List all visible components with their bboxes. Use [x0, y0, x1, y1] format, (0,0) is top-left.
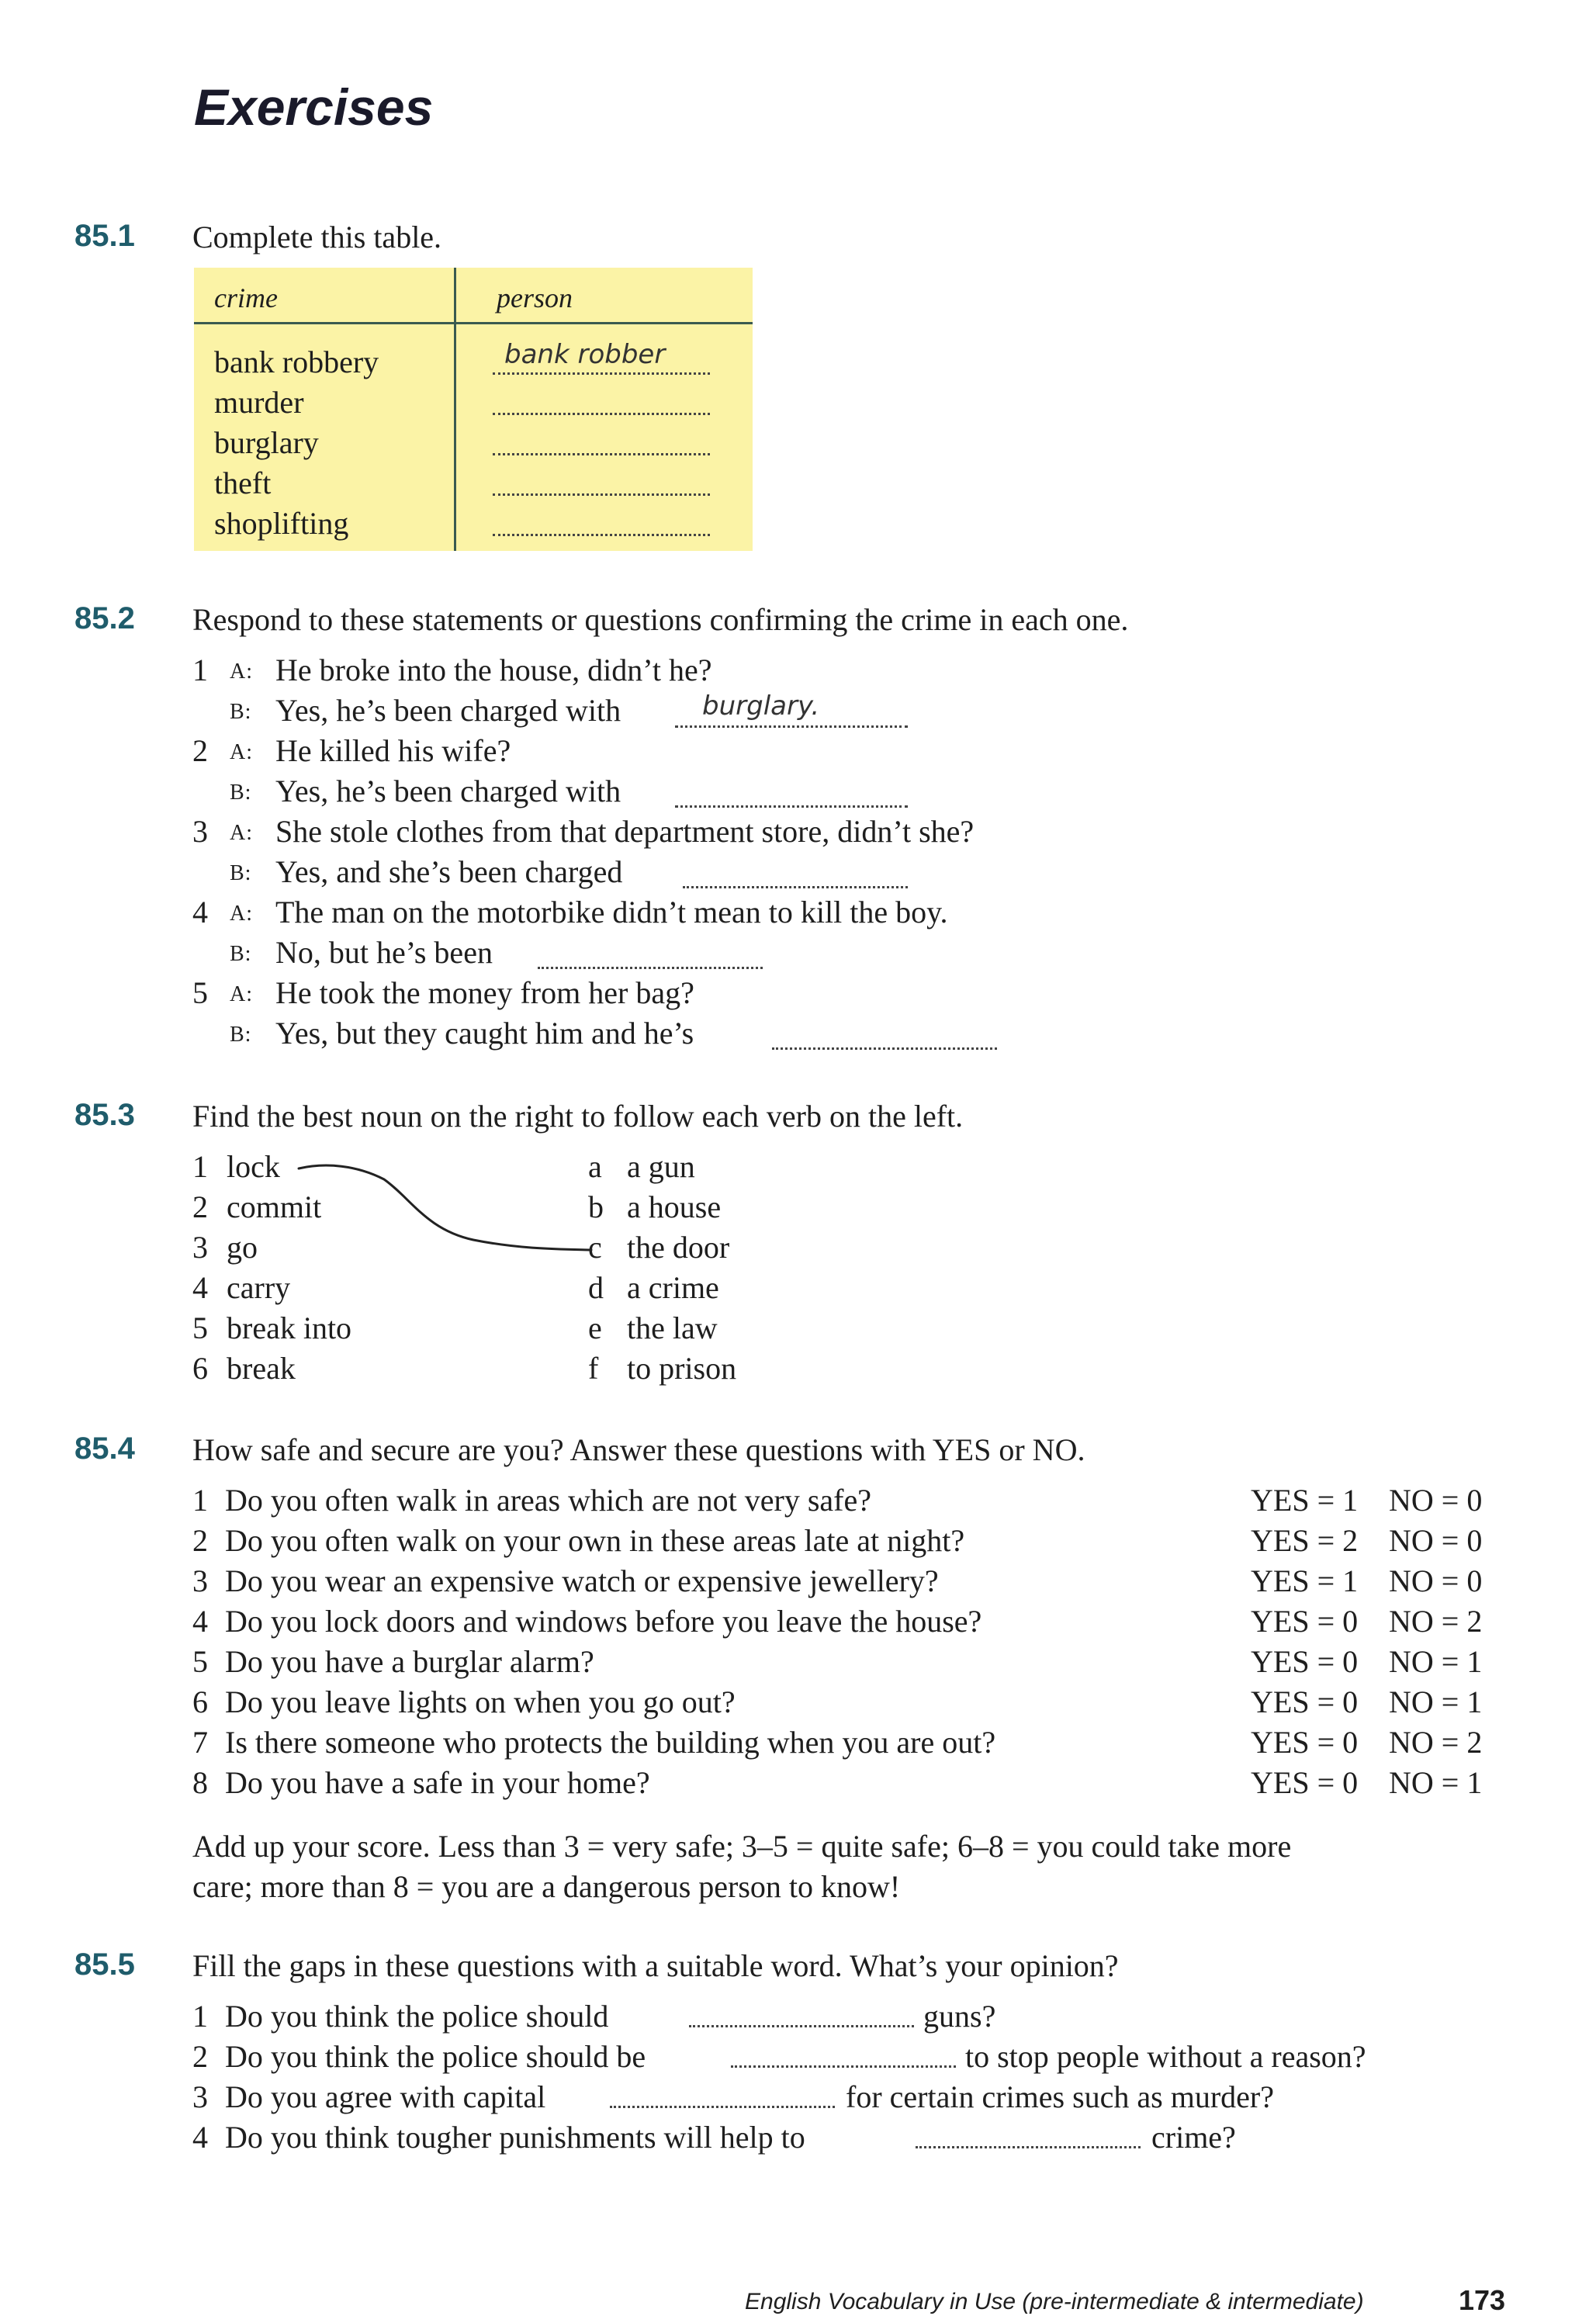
no-score[interactable]: NO = 0	[1389, 1523, 1483, 1558]
quiz-question: Do you lock doors and windows before you leave the house?	[225, 1604, 982, 1639]
item-number: 1	[192, 1483, 208, 1518]
question-text: Do you think tougher punishments will help to	[225, 2120, 805, 2155]
exercise-number: 85.4	[74, 1432, 135, 1466]
table-column-divider	[454, 268, 456, 551]
item-number: 2	[192, 1189, 208, 1224]
question-text: to stop people without a reason?	[965, 2039, 1366, 2074]
item-number: 5	[192, 1310, 208, 1345]
table-header-person: person	[497, 282, 573, 313]
item-number: 3	[192, 814, 208, 849]
speaker-b-label: B:	[230, 861, 252, 885]
yes-score[interactable]: YES = 0	[1251, 1644, 1359, 1679]
answer-gap[interactable]	[538, 967, 763, 969]
score-explanation: care; more than 8 = you are a dangerous person to know!	[192, 1869, 901, 1904]
speaker-a-label: A:	[230, 660, 253, 684]
item-number: 2	[192, 1523, 208, 1558]
speaker-b-line: Yes, and she’s been charged	[275, 854, 623, 889]
answer-gap[interactable]	[610, 2106, 835, 2108]
no-score[interactable]: NO = 0	[1389, 1483, 1483, 1518]
yes-score[interactable]: YES = 1	[1251, 1483, 1359, 1518]
exercise-number: 85.1	[74, 219, 135, 253]
noun-item[interactable]: the door	[627, 1230, 730, 1265]
noun-item[interactable]: a crime	[627, 1270, 719, 1305]
item-number: 4	[192, 895, 208, 930]
book-title-footer: English Vocabulary in Use (pre-intermediate & intermediate)	[745, 2289, 1364, 2314]
exercise-number: 85.2	[74, 601, 135, 635]
speaker-b-label: B:	[230, 781, 252, 805]
no-score[interactable]: NO = 2	[1389, 1604, 1483, 1639]
item-number: 5	[192, 1644, 208, 1679]
item-number: 5	[192, 975, 208, 1010]
verb-item[interactable]: carry	[227, 1270, 291, 1305]
quiz-question: Do you wear an expensive watch or expensive jewellery?	[225, 1563, 939, 1598]
speaker-a-label: A:	[230, 740, 253, 764]
quiz-question: Do you often walk in areas which are not very safe?	[225, 1483, 872, 1518]
option-letter: b	[588, 1189, 604, 1224]
speaker-a-line: He broke into the house, didn’t he?	[275, 653, 712, 687]
item-number: 6	[192, 1351, 208, 1386]
no-score[interactable]: NO = 1	[1389, 1765, 1483, 1800]
question-text: Do you think the police should	[225, 1999, 609, 2034]
speaker-a-label: A:	[230, 982, 253, 1006]
answer-gap[interactable]	[493, 453, 710, 455]
no-score[interactable]: NO = 0	[1389, 1563, 1483, 1598]
no-score[interactable]: NO = 1	[1389, 1684, 1483, 1719]
yes-score[interactable]: YES = 0	[1251, 1604, 1359, 1639]
verb-item[interactable]: commit	[227, 1189, 322, 1224]
answer-gap[interactable]	[772, 1047, 997, 1050]
question-text: for certain crimes such as murder?	[846, 2079, 1274, 2114]
noun-item[interactable]: a house	[627, 1189, 722, 1224]
table-cell-crime: murder	[214, 385, 304, 420]
speaker-a-label: A:	[230, 902, 253, 926]
answer-gap[interactable]	[916, 2146, 1141, 2148]
speaker-b-label: B:	[230, 700, 252, 724]
option-letter: f	[588, 1351, 599, 1386]
speaker-b-line: Yes, he’s been charged with	[275, 774, 621, 808]
item-number: 6	[192, 1684, 208, 1719]
item-number: 4	[192, 2120, 208, 2155]
item-number: 2	[192, 2039, 208, 2074]
noun-item[interactable]: the law	[627, 1310, 718, 1345]
item-number: 8	[192, 1765, 208, 1800]
option-letter: e	[588, 1310, 602, 1345]
verb-item[interactable]: break into	[227, 1310, 352, 1345]
exercise-number: 85.5	[74, 1947, 135, 1982]
answer-gap[interactable]	[493, 493, 710, 496]
item-number: 3	[192, 2079, 208, 2114]
exercise-instruction: Find the best noun on the right to follow each verb on the left.	[192, 1099, 964, 1134]
item-number: 1	[192, 1999, 208, 2034]
item-number: 3	[192, 1563, 208, 1598]
table-cell-crime: bank robbery	[214, 344, 379, 379]
exercise-instruction: Complete this table.	[192, 220, 442, 254]
table-header-crime: crime	[214, 282, 278, 313]
option-letter: c	[588, 1230, 602, 1265]
quiz-question: Do you have a safe in your home?	[225, 1765, 650, 1800]
exercise-instruction: How safe and secure are you? Answer these questions with YES or NO.	[192, 1432, 1085, 1467]
option-letter: d	[588, 1270, 604, 1305]
table-header-divider	[194, 322, 753, 324]
yes-score[interactable]: YES = 0	[1251, 1684, 1359, 1719]
speaker-a-label: A:	[230, 821, 253, 845]
verb-item[interactable]: lock	[227, 1149, 280, 1184]
table-cell-crime: burglary	[214, 425, 319, 460]
matching-line-drawing	[295, 1156, 605, 1265]
speaker-a-line: She stole clothes from that department store, didn’t she?	[275, 814, 975, 849]
exercise-number: 85.3	[74, 1098, 135, 1132]
yes-score[interactable]: YES = 1	[1251, 1563, 1359, 1598]
quiz-question: Do you leave lights on when you go out?	[225, 1684, 736, 1719]
no-score[interactable]: NO = 1	[1389, 1644, 1483, 1679]
answer-gap[interactable]	[689, 2025, 914, 2027]
page-title: Exercises	[194, 78, 434, 136]
item-number: 7	[192, 1725, 208, 1760]
speaker-b-label: B:	[230, 942, 252, 966]
answer-gap[interactable]	[493, 413, 710, 415]
answer-gap[interactable]	[493, 534, 710, 536]
item-number: 1	[192, 653, 208, 687]
quiz-question: Do you often walk on your own in these areas late at night?	[225, 1523, 965, 1558]
question-text: Do you think the police should be	[225, 2039, 646, 2074]
noun-item[interactable]: a gun	[627, 1149, 695, 1184]
exercise-instruction: Respond to these statements or questions confirming the crime in each one.	[192, 602, 1129, 637]
question-text: crime?	[1151, 2120, 1236, 2155]
yes-score[interactable]: YES = 2	[1251, 1523, 1359, 1558]
question-text: Do you agree with capital	[225, 2079, 546, 2114]
quiz-question: Do you have a burglar alarm?	[225, 1644, 594, 1679]
yes-score[interactable]: YES = 0	[1251, 1765, 1359, 1800]
score-explanation: Add up your score. Less than 3 = very safe; 3–5 = quite safe; 6–8 = you could take more	[192, 1829, 1292, 1864]
option-letter: a	[588, 1149, 602, 1184]
handwritten-answer: burglary.	[702, 691, 820, 722]
question-text: guns?	[923, 1999, 996, 2034]
answer-gap[interactable]	[683, 886, 908, 888]
item-number: 4	[192, 1270, 208, 1305]
speaker-b-label: B:	[230, 1023, 252, 1047]
answer-gap[interactable]	[731, 2065, 956, 2068]
answer-gap[interactable]	[675, 805, 908, 808]
speaker-a-line: The man on the motorbike didn’t mean to kill the boy.	[275, 895, 948, 930]
page-number: 173	[1459, 2284, 1506, 2316]
item-number: 3	[192, 1230, 208, 1265]
answer-gap[interactable]	[493, 372, 710, 375]
table-cell-crime: theft	[214, 466, 272, 500]
verb-item[interactable]: go	[227, 1230, 258, 1265]
speaker-b-line: No, but he’s been	[275, 935, 493, 970]
no-score[interactable]: NO = 2	[1389, 1725, 1483, 1760]
verb-item[interactable]: break	[227, 1351, 296, 1386]
speaker-b-line: Yes, but they caught him and he’s	[275, 1016, 694, 1051]
table-cell-crime: shoplifting	[214, 506, 349, 541]
speaker-a-line: He killed his wife?	[275, 733, 511, 768]
speaker-a-line: He took the money from her bag?	[275, 975, 694, 1010]
item-number: 1	[192, 1149, 208, 1184]
item-number: 2	[192, 733, 208, 768]
crime-table	[194, 268, 753, 551]
answer-gap[interactable]	[675, 725, 908, 728]
handwritten-answer: bank robber	[504, 339, 666, 370]
speaker-b-line: Yes, he’s been charged with	[275, 693, 621, 728]
item-number: 4	[192, 1604, 208, 1639]
yes-score[interactable]: YES = 0	[1251, 1725, 1359, 1760]
exercise-instruction: Fill the gaps in these questions with a suitable word. What’s your opinion?	[192, 1948, 1119, 1983]
noun-item[interactable]: to prison	[627, 1351, 737, 1386]
quiz-question: Is there someone who protects the building when you are out?	[225, 1725, 996, 1760]
